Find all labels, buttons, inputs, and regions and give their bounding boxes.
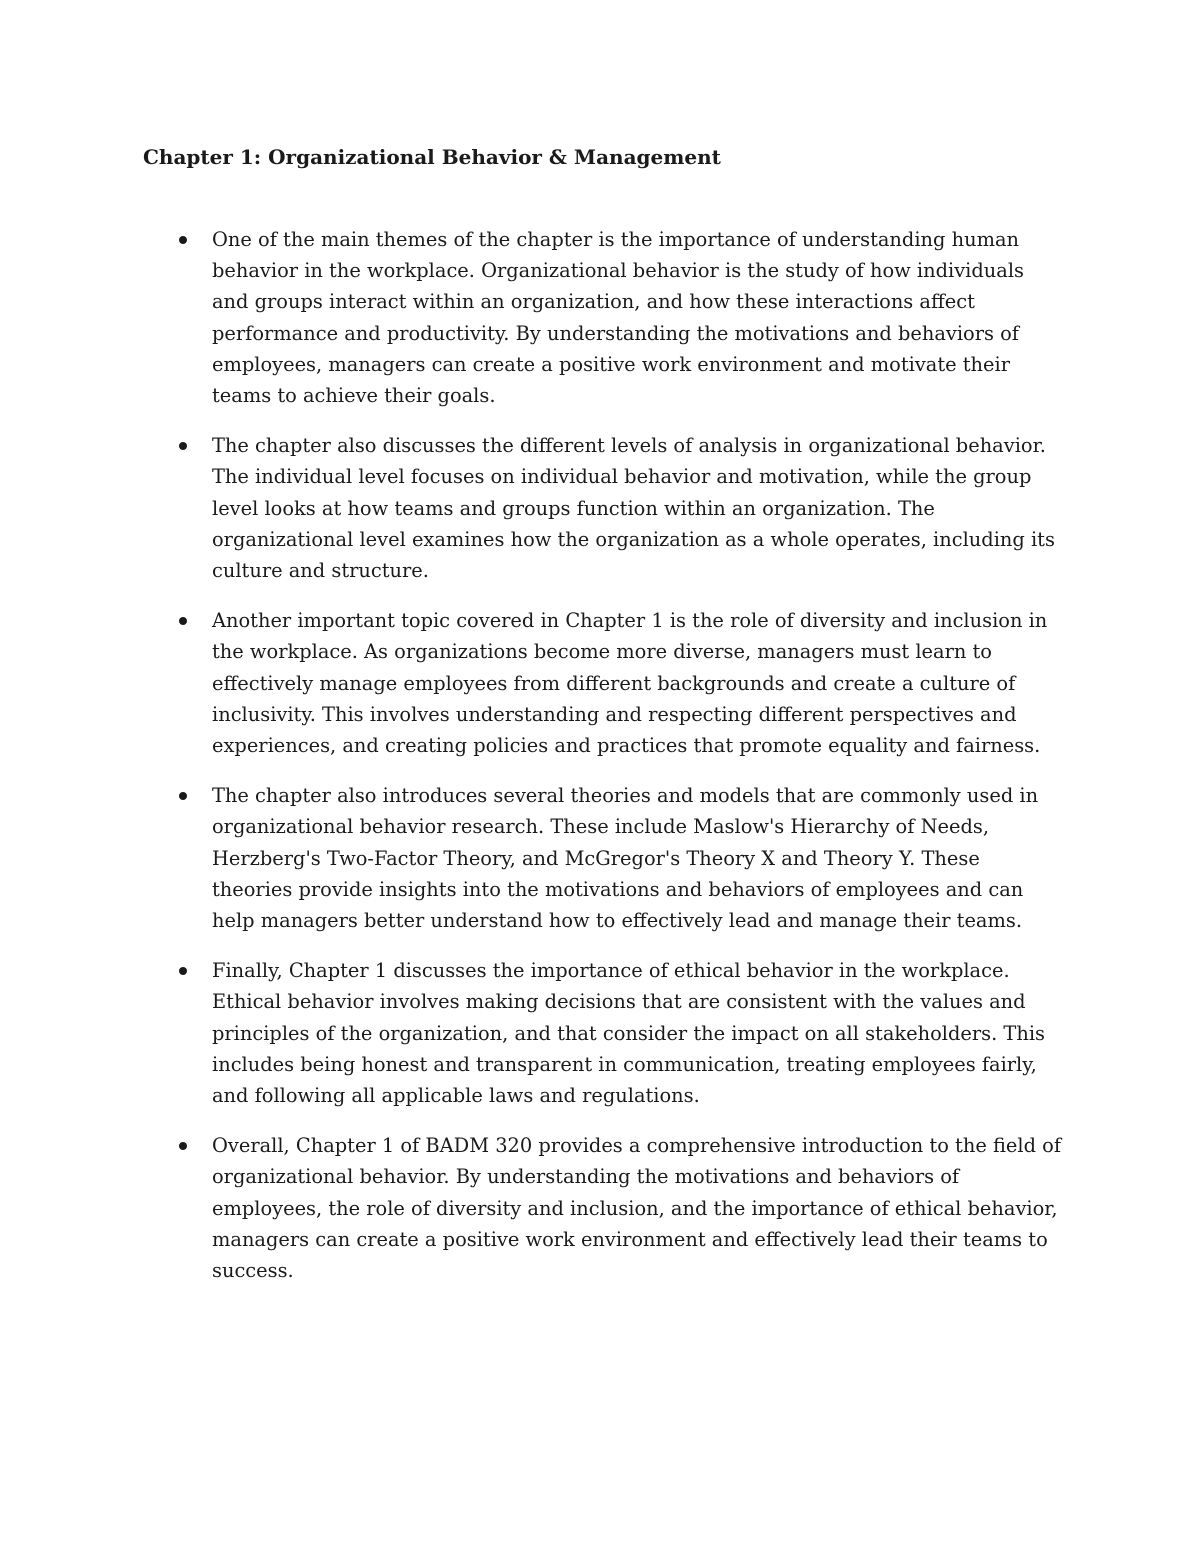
list-item-text: Finally, Chapter 1 discusses the importance of ethical behavior in the workplace. Ethical behavior involves making decisions that are consistent with the values and principles of the organization, and that consider the impact on all stakeholders. This includes being honest and transparent in communication, treating employees fairly, and following all applicable laws and regulations. xyxy=(212,959,1046,1108)
bullet-list xyxy=(176,224,1066,1305)
bullet-icon xyxy=(179,236,187,244)
page-title: Chapter 1: Organizational Behavior & Management xyxy=(143,145,721,169)
bullet-icon xyxy=(179,442,187,450)
list-item-text: One of the main themes of the chapter is the importance of understanding human behavior in the workplace. Organizational behavior is the study of how individuals and groups interact within an organization, and how these interactions affect performance and productivity. By understanding the motivations and behaviors of employees, managers can create a positive work environment and motivate their teams to achieve their goals. xyxy=(212,228,1025,408)
list-item xyxy=(176,605,1066,761)
bullet-icon xyxy=(179,1142,187,1150)
bullet-icon xyxy=(179,967,187,975)
list-item xyxy=(176,1130,1066,1286)
bullet-icon xyxy=(179,792,187,800)
list-item-text: The chapter also discusses the different levels of analysis in organizational behavior. The individual level focuses on individual behavior and motivation, while the group level looks at how teams and groups function within an organization. The organizational level examines how the organization as a whole operates, including its culture and structure. xyxy=(212,434,1055,583)
list-item xyxy=(176,955,1066,1111)
list-item-text: Overall, Chapter 1 of BADM 320 provides a comprehensive introduction to the field of organizational behavior. By understanding the motivations and behaviors of employees, the role of diversity and inclusion, and the importance of ethical behavior, managers can create a positive work environment and effectively lead their teams to success. xyxy=(212,1134,1062,1283)
list-item xyxy=(176,430,1066,586)
list-item-text: Another important topic covered in Chapter 1 is the role of diversity and inclusion in the workplace. As organizations become more diverse, managers must learn to effectively manage employees from different backgrounds and create a culture of inclusivity. This involves understanding and respecting different perspectives and experiences, and creating policies and practices that promote equality and fairness. xyxy=(212,609,1048,758)
list-item-text: The chapter also introduces several theories and models that are commonly used in organizational behavior research. These include Maslow's Hierarchy of Needs, Herzberg's Two-Factor Theory, and McGregor's Theory X and Theory Y. These theories provide insights into the motivations and behaviors of employees and can help managers better understand how to effectively lead and manage their teams. xyxy=(212,784,1039,933)
bullet-icon xyxy=(179,617,187,625)
list-item xyxy=(176,780,1066,936)
list-item xyxy=(176,224,1066,411)
